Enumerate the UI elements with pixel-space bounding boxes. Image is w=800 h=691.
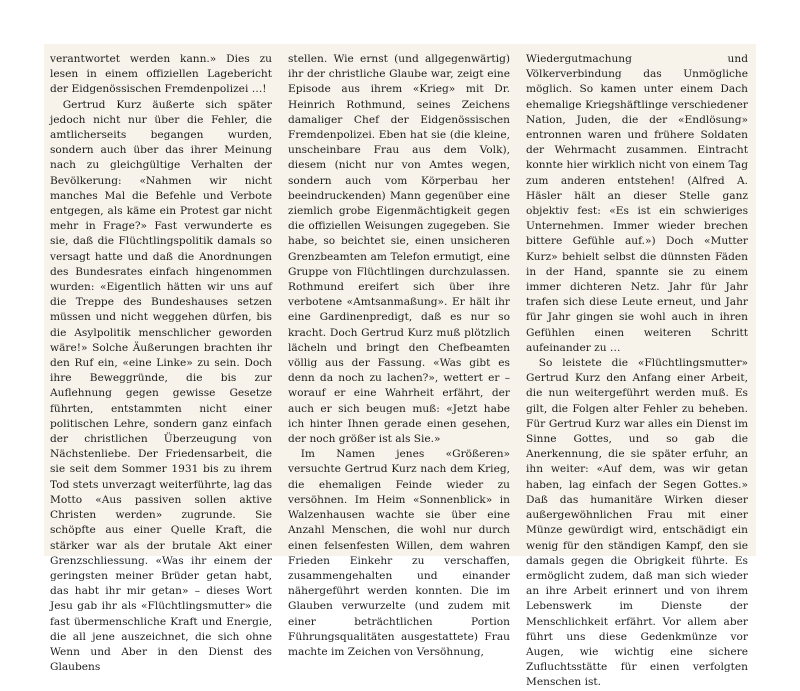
column-3	[526, 52, 748, 689]
paragraph: Gertrud Kurz äußerte sich später jedoch nicht nur über die Fehler, die amtlicherseits begangen wurden, sondern auch über das ihrer Meinung nach zu gleichgültige Verhalten der Bevölkerung: «Nahmen wir nicht manches Mal die Befehle und Verbote entgegen, als käme ein Protest gar nicht mehr in Frage?» Fast verwunderte es sie, daß die Flüchtlingspolitik damals so versagt hatte und daß die Anordnungen des Bundesrates einfach hingenommen wurden: «Eigentlich hätten wir uns auf die Treppe des Bundeshauses setzen müssen und nicht weggehen dürfen, bis die Asylpolitik menschlicher geworden wäre!» Solche Äußerungen brachten ihr den Ruf ein, «eine Linke» zu sein. Doch ihre Beweggründe, die bis zur Auflehnung gegen gewisse Gesetze führten, entstammten nicht einer politischen Lehre, sondern ganz einfach der christlichen Überzeugung von Nächstenliebe. Der Friedensarbeit, die sie seit dem Sommer 1931 bis zu ihrem Tod stets unverzagt weiterführte, lag das Motto «Aus passiven sollen aktive Christen werden» zugrunde. Sie schöpfte aus einer Quelle Kraft, die stärker war als der brutale Akt einer Grenzschliessung. «Was ihr einem der geringsten meiner Brüder getan habt, das habt ihr mir getan» – dieses Wort Jesu gab ihr als «Flüchtlingsmutter» die fast übermenschliche Kraft und Energie, die all jene auszeichnet, die sich ohne Wenn und Aber in den Dienst des Glaubens	[50, 98, 272, 674]
column-1	[50, 52, 272, 674]
paragraph: Im Namen jenes «Größeren» versuchte Gertrud Kurz nach dem Krieg, die ehemaligen Feinde wieder zu versöhnen. Im Heim «Sonnenblick» in Walzenhausen wachte sie über eine Anzahl Menschen, die wohl nur durch einen felsenfesten Willen, dem wahren Frieden Einkehr zu verschaffen, zusammengehalten und einander nähergeführt werden konnten. Die im Glauben verwurzelte (und zudem mit einer beträchtlichen Portion Führungsqualitäten ausgestattete) Frau machte im Zeichen von Versöhnung,	[288, 448, 510, 658]
paragraph: stellen. Wie ernst (und allgegenwärtig) ihr der christliche Glaube war, zeigt eine Episode aus ihrem «Krieg» mit Dr. Heinrich Rothmund, seines Zeichens damaliger Chef der Eidgenössischen Fremdenpolizei. Eben hat sie (die kleine, unscheinbare Frau aus dem Volk), diesem (nicht nur von Amtes wegen, sondern auch vom Körperbau her beeindruckenden) Mann gegenüber eine ziemlich grobe Eigenmächtigkeit gegen die offiziellen Weisungen zugegeben. Sie habe, so beichtet sie, einen unsicheren Grenzbeamten am Telefon ermutigt, eine Gruppe von Flüchtlingen durchzulassen. Rothmund ereifert sich über ihre verbotene «Amtsanmaßung». Er hält ihr eine Gardinenpredigt, daß es nur so kracht. Doch Gertrud Kurz muß plötzlich lächeln und bringt den Chefbeamten völlig aus der Fassung. «Was gibt es denn da noch zu lachen?», wettert er – worauf er eine Wahrheit erfährt, der auch er sich beugen muß: «Jetzt habe ich hinter Ihnen gerade einen gesehen, der noch größer ist als Sie.»	[288, 53, 510, 446]
column-2	[288, 52, 510, 658]
paragraph: So leistete die «Flüchtlingsmutter» Gertrud Kurz den Anfang einer Arbeit, die nun weitergeführt werden muß. Es gilt, die Folgen alter Fehler zu beheben. Für Gertrud Kurz war alles ein Dienst im Sinne Gottes, und so gab die Anerkennung, die sie später erfuhr, an ihn weiter: «Auf dem, was wir getan haben, lag einfach der Segen Gottes.» Daß das humanitäre Wirken dieser außergewöhnlichen Frau mit einer Münze gewürdigt wird, entschädigt ein wenig für den ständigen Kampf, den sie damals gegen die Obrigkeit führte. Es ermöglicht zudem, daß man sich wieder an ihre Arbeit erinnert und von ihrem Lebenswerk im Dienste der Menschlichkeit erfährt. Vor allem aber führt uns diese Gedenkmünze vor Augen, wie wichtig eine sichere Zufluchtsstätte für einen verfolgten Menschen ist.	[526, 357, 748, 689]
paragraph: verantwortet werden kann.» Dies zu lesen in einem offiziellen Lagebericht der Eidgenössischen Fremdenpolizei …!	[50, 53, 272, 96]
article-columns	[50, 52, 748, 689]
document-page	[44, 44, 756, 689]
paragraph: Wiedergutmachung und Völkerverbindung das Unmögliche möglich. So kamen unter einem Dach ehemalige Kriegshäftlinge verschiedener Nation, Juden, die der «Endlösung» entronnen waren und frühere Soldaten der Wehrmacht zusammen. Eintracht konnte hier wirklich nicht von einem Tag zum anderen entstehen! (Alfred A. Häsler hält an dieser Stelle ganz objektiv fest: «Es ist ein schwieriges Unternehmen. Immer wieder brechen bittere Gefühle auf.») Doch «Mutter Kurz» behielt selbst die dünnsten Fäden in der Hand, spannte sie zu einem immer dichteren Netz. Jahr für Jahr trafen sich diese Leute erneut, und Jahr für Jahr gingen sie wohl auch in ihren Gefühlen einen weiteren Schritt aufeinander zu …	[526, 53, 748, 354]
